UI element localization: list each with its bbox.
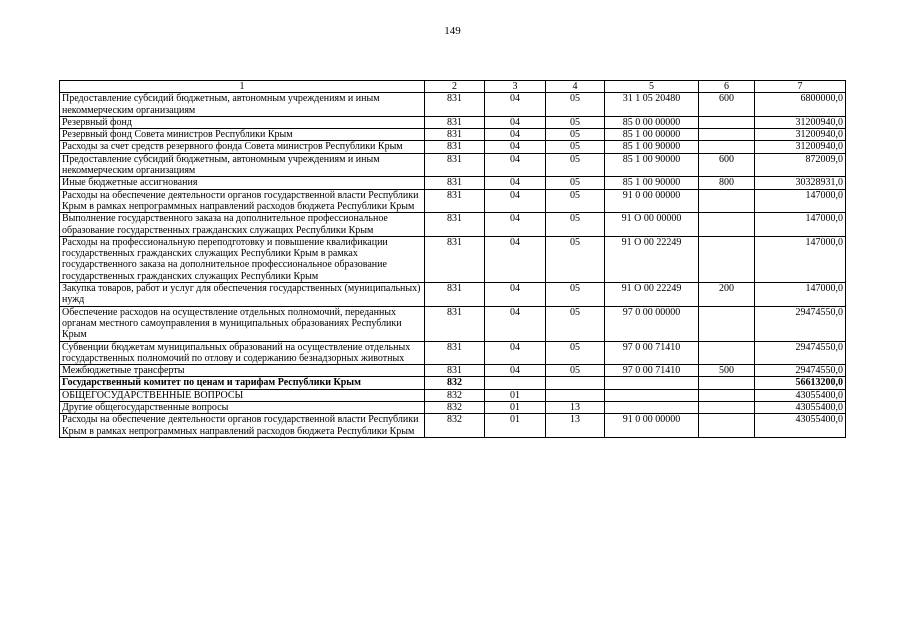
row-target-article: 91 О 00 22249 [605, 283, 699, 307]
row-code: 831 [425, 341, 485, 365]
row-expense-type [699, 213, 755, 237]
row-expense-type [699, 189, 755, 213]
row-subsection: 05 [546, 365, 605, 377]
row-section: 04 [485, 177, 546, 189]
row-name: Предоставление субсидий бюджетным, автономным учреждениям и иным некоммерческим организациям [60, 153, 425, 177]
row-amount: 56613200,0 [755, 377, 846, 389]
row-target-article: 85 1 00 90000 [605, 141, 699, 153]
table-row [60, 402, 846, 414]
row-target-article: 97 0 00 71410 [605, 365, 699, 377]
row-target-article [605, 389, 699, 401]
row-amount: 31200940,0 [755, 129, 846, 141]
row-section [485, 377, 546, 389]
row-code: 832 [425, 414, 485, 438]
row-amount: 30328931,0 [755, 177, 846, 189]
row-expense-type: 800 [699, 177, 755, 189]
row-code: 831 [425, 153, 485, 177]
row-expense-type [699, 377, 755, 389]
row-code: 831 [425, 306, 485, 341]
row-amount: 43055400,0 [755, 402, 846, 414]
row-section: 04 [485, 236, 546, 282]
row-amount: 147000,0 [755, 236, 846, 282]
row-target-article: 97 0 00 71410 [605, 341, 699, 365]
row-section: 04 [485, 283, 546, 307]
row-amount: 43055400,0 [755, 389, 846, 401]
row-code: 832 [425, 402, 485, 414]
row-section: 04 [485, 153, 546, 177]
table-row [60, 414, 846, 438]
row-code: 831 [425, 236, 485, 282]
header-row [60, 81, 846, 93]
row-subsection [546, 377, 605, 389]
row-name: Расходы на обеспечение деятельности органов государственной власти Республики Крым в рамках непрограммных направлений расходов бюджета Республики Крым [60, 414, 425, 438]
row-name: Межбюджетные трансферты [60, 365, 425, 377]
row-name: Субвенции бюджетам муниципальных образований на осуществление отдельных государственных полномочий по отлову и содержанию безнадзорных животных [60, 341, 425, 365]
row-section: 04 [485, 306, 546, 341]
row-code: 831 [425, 283, 485, 307]
table-row [60, 283, 846, 307]
row-code: 831 [425, 189, 485, 213]
row-amount: 31200940,0 [755, 141, 846, 153]
row-code: 831 [425, 116, 485, 128]
row-amount: 29474550,0 [755, 306, 846, 341]
row-amount: 29474550,0 [755, 365, 846, 377]
table-row [60, 236, 846, 282]
row-subsection: 05 [546, 236, 605, 282]
row-section: 04 [485, 93, 546, 117]
row-expense-type [699, 414, 755, 438]
row-name: Иные бюджетные ассигнования [60, 177, 425, 189]
row-subsection: 13 [546, 414, 605, 438]
table-row [60, 116, 846, 128]
row-amount: 147000,0 [755, 283, 846, 307]
row-code: 831 [425, 129, 485, 141]
row-section: 04 [485, 341, 546, 365]
row-name: Предоставление субсидий бюджетным, автономным учреждениям и иным некоммерческим организациям [60, 93, 425, 117]
row-expense-type [699, 141, 755, 153]
row-name: Выполнение государственного заказа на дополнительное профессиональное образование государственных гражданских служащих Республики Крым [60, 213, 425, 237]
row-subsection: 05 [546, 141, 605, 153]
table-row [60, 377, 846, 389]
row-target-article [605, 402, 699, 414]
table-header [60, 81, 846, 93]
row-code: 832 [425, 389, 485, 401]
col-header-1: 1 [60, 81, 425, 93]
col-header-2: 2 [425, 81, 485, 93]
row-subsection: 05 [546, 116, 605, 128]
row-amount: 147000,0 [755, 189, 846, 213]
col-header-4: 4 [546, 81, 605, 93]
row-expense-type: 600 [699, 153, 755, 177]
row-subsection: 05 [546, 341, 605, 365]
row-expense-type: 200 [699, 283, 755, 307]
col-header-5: 5 [605, 81, 699, 93]
row-section: 04 [485, 129, 546, 141]
row-amount: 43055400,0 [755, 414, 846, 438]
row-expense-type [699, 389, 755, 401]
row-amount: 6800000,0 [755, 93, 846, 117]
row-code: 831 [425, 177, 485, 189]
row-target-article: 31 1 05 20480 [605, 93, 699, 117]
row-code: 831 [425, 365, 485, 377]
row-amount: 29474550,0 [755, 341, 846, 365]
table-row [60, 341, 846, 365]
table-row [60, 153, 846, 177]
row-name: Обеспечение расходов на осуществление отдельных полномочий, переданных органам местного самоуправления в муниципальных образованиях Республики Крым [60, 306, 425, 341]
table-row [60, 141, 846, 153]
row-subsection: 05 [546, 93, 605, 117]
row-subsection: 05 [546, 306, 605, 341]
row-target-article: 91 О 00 00000 [605, 213, 699, 237]
row-expense-type [699, 116, 755, 128]
table-row [60, 365, 846, 377]
row-name: Закупка товаров, работ и услуг для обеспечения государственных (муниципальных) нужд [60, 283, 425, 307]
row-section: 04 [485, 189, 546, 213]
row-subsection: 05 [546, 283, 605, 307]
row-target-article: 85 1 00 90000 [605, 177, 699, 189]
row-name: ОБЩЕГОСУДАРСТВЕННЫЕ ВОПРОСЫ [60, 389, 425, 401]
row-name: Расходы на профессиональную переподготовку и повышение квалификации государственных гражданских служащих Республики Крым в рамках государственного заказа на дополнительное профессиональное образование государственных гражданских служащих Республики Крым [60, 236, 425, 282]
row-code: 831 [425, 213, 485, 237]
page-number: 149 [444, 25, 461, 37]
row-amount: 872009,0 [755, 153, 846, 177]
row-amount: 31200940,0 [755, 116, 846, 128]
budget-table [59, 80, 846, 438]
row-subsection: 05 [546, 177, 605, 189]
table-row [60, 213, 846, 237]
row-expense-type: 500 [699, 365, 755, 377]
table-row [60, 129, 846, 141]
row-subsection [546, 389, 605, 401]
row-section: 01 [485, 389, 546, 401]
table-row [60, 389, 846, 401]
table-row [60, 306, 846, 341]
row-expense-type [699, 402, 755, 414]
row-target-article: 91 О 00 22249 [605, 236, 699, 282]
table-row [60, 93, 846, 117]
row-target-article: 85 0 00 00000 [605, 116, 699, 128]
col-header-6: 6 [699, 81, 755, 93]
row-subsection: 13 [546, 402, 605, 414]
row-name: Расходы на обеспечение деятельности органов государственной власти Республики Крым в рамках непрограммных направлений расходов бюджета Республики Крым [60, 189, 425, 213]
row-section: 01 [485, 414, 546, 438]
row-section: 04 [485, 141, 546, 153]
row-section: 01 [485, 402, 546, 414]
row-section: 04 [485, 365, 546, 377]
col-header-7: 7 [755, 81, 846, 93]
row-name: Другие общегосударственные вопросы [60, 402, 425, 414]
row-code: 831 [425, 93, 485, 117]
row-expense-type: 600 [699, 93, 755, 117]
row-subsection: 05 [546, 189, 605, 213]
row-target-article: 97 0 00 00000 [605, 306, 699, 341]
row-expense-type [699, 129, 755, 141]
row-name: Резервный фонд Совета министров Республики Крым [60, 129, 425, 141]
row-subsection: 05 [546, 129, 605, 141]
row-code: 832 [425, 377, 485, 389]
row-code: 831 [425, 141, 485, 153]
row-target-article: 91 0 00 00000 [605, 189, 699, 213]
row-expense-type [699, 236, 755, 282]
row-name: Государственный комитет по ценам и тарифам Республики Крым [60, 377, 425, 389]
table-body [60, 93, 846, 438]
row-target-article: 85 1 00 90000 [605, 153, 699, 177]
row-name: Резервный фонд [60, 116, 425, 128]
row-target-article [605, 377, 699, 389]
col-header-3: 3 [485, 81, 546, 93]
row-expense-type [699, 341, 755, 365]
row-target-article: 85 1 00 00000 [605, 129, 699, 141]
row-subsection: 05 [546, 213, 605, 237]
row-name: Расходы за счет средств резервного фонда Совета министров Республики Крым [60, 141, 425, 153]
table-row [60, 189, 846, 213]
row-section: 04 [485, 116, 546, 128]
table-row [60, 177, 846, 189]
row-amount: 147000,0 [755, 213, 846, 237]
row-target-article: 91 0 00 00000 [605, 414, 699, 438]
row-expense-type [699, 306, 755, 341]
row-subsection: 05 [546, 153, 605, 177]
row-section: 04 [485, 213, 546, 237]
